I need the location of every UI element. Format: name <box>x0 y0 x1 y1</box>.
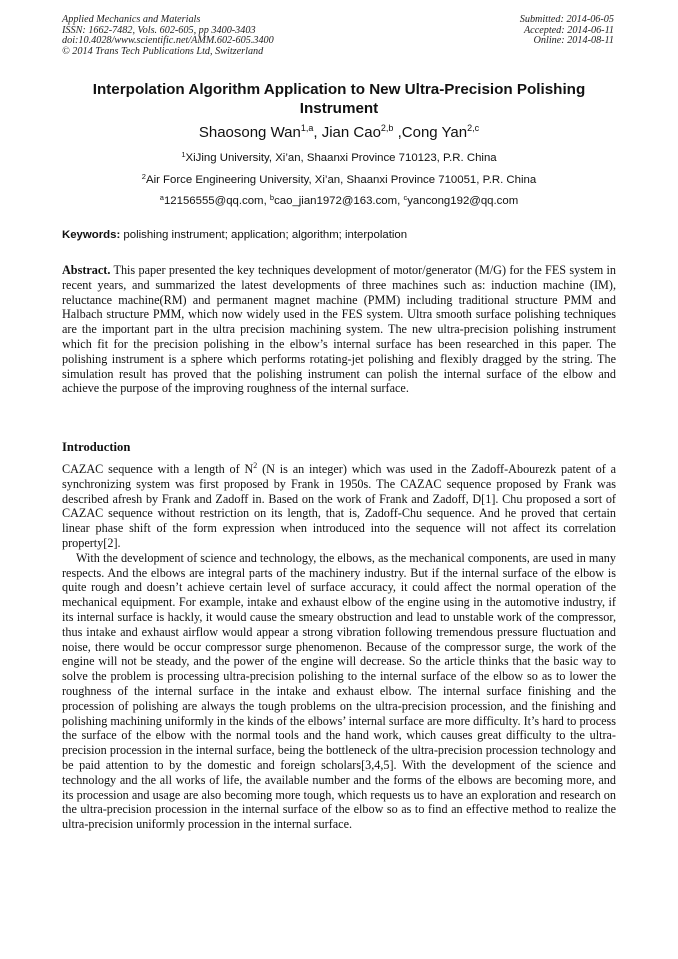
date-accepted: Accepted: 2014-06-11 <box>523 24 614 36</box>
journal-issn: ISSN: 1662-7482, Vols. 602-605, pp 3400-3403 <box>62 24 256 36</box>
email-sup: b <box>269 193 275 202</box>
email-address[interactable]: yancong192@qq.com <box>407 195 519 207</box>
author-sup: 2,c <box>467 123 480 133</box>
affiliation-sup: 1 <box>181 150 186 159</box>
author-name: Jian Cao <box>321 124 381 141</box>
journal-name: Applied Mechanics and Materials <box>62 14 201 25</box>
paper-title: Interpolation Algorithm Application to New Ultra-Precision Polishing Instrument <box>92 81 586 117</box>
superscript: 2 <box>253 461 258 470</box>
journal-doi[interactable]: doi:10.4028/www.scientific.net/AMM.602-605.3400 <box>62 35 274 47</box>
date-submitted: Submitted: 2014-06-05 <box>519 14 614 25</box>
introduction-body <box>62 462 616 832</box>
affiliation-text: XiJing University, Xi’an, Shaanxi Province 710123, P.R. China <box>185 152 497 164</box>
email-sup: c <box>403 193 408 202</box>
publication-dates <box>520 15 614 47</box>
affiliation <box>62 173 616 187</box>
abstract-text: This paper presented the key techniques development of motor/generator (M/G) for the FES system in recent years, and summarized the latest developments of three machines such as: induction machine (IM), reluctance machine(RM) and permanent magnet machine (PMM) including traditional structure PMM and Halbach structure PMM, which now widely used in the FES system. Ultra smooth surface polishing techniques are the important part in the ultra precision machining system. The new ultra-precision polishing instrument which fit for the precision polishing in the elbow’s internal surface has been researched in this paper. The polishing instrument is a sphere which performs rotating-jet polishing and flexibly dragged by the string. The simulation result has proved that the polishing instrument can polish the internal surface of the elbow and achieve the purpose of the improving roughness of the internal surface. <box>62 263 616 396</box>
paragraph: With the development of science and technology, the elbows, as the mechanical components, are used in many respects. And the elbows are integral parts of the machinery industry. But if the internal surface of the elbow is quite rough and doesn’t achieve certain level of surface accuracy, it could affect the normal operation of the mechanical equipment. For example, intake and exhaust elbow of the engine using in the automotive industry, if its internal surface is hackly, it would cause the smeary obstruction and lead to unstable work of the compressor, thus intake and exhaust airflow would appear a strong vibration following tremendous pressure fluctuation and noise, there would be occur compressor surge phenomenon. Because of the compressor surge, the work of the engine will not be steady, and the power of the engine will decrease. So the article thinks that the basic way to solve the problem is processing ultra-precision polishing to the internal surface of the elbow so as to lower the roughness of the internal surface in the intake and exhaust elbow. The internal surface finishing and the procession of polishing are always the tough problems on the ultra-precision procession, and the finishing and polishing machining uniformly in the kinds of the elbows’ internal surface are more difficulty. It’s hard to process the surface of the elbow with the normal tools and the hand work, which causes great difficulty to the ultra-precision procession in the internal surface, being the bottleneck of the ultra-precision procession technology and be paid attention to by the domestic and foreign scholars[3,4,5]. With the development of the science and technology and the all works of life, the available number and the forms of the elbows are becoming more, and its procession and usage are also becoming more tough, which requests us to have an exploration and research on the ultra-precision procession in the internal surface of the elbow so as to find an effective method to realize the ultra-precision uniformly procession in the internal surface. <box>62 550 616 832</box>
journal-copyright: © 2014 Trans Tech Publications Ltd, Switzerland <box>62 45 264 57</box>
paragraph <box>62 462 616 551</box>
keywords-text: polishing instrument; application; algorithm; interpolation <box>123 229 408 241</box>
email-address[interactable]: cao_jian1972@163.com <box>274 195 398 207</box>
abstract <box>62 263 616 396</box>
email-address[interactable]: 12156555@qq.com <box>163 195 264 207</box>
section-heading-introduction: Introduction <box>62 440 131 454</box>
email-sep: , <box>397 195 404 207</box>
keywords <box>62 228 616 242</box>
affiliation-sup: 2 <box>141 172 146 181</box>
author-sep: , <box>393 124 402 141</box>
paragraph-text: CAZAC sequence with a length of N <box>62 462 254 476</box>
paragraph-text: (N is an integer) which was used in the Zadoff-Abourezk patent of a synchronizing system was first proposed by Frank in 1950s. The CAZAC sequence proposed by Frank was described afresh by Frank and Zadoff in. Based on the work of Frank and Zadoff, D[1]. Chu proposed a sort of CAZAC sequence without restriction on its length, that is, Zadoff-Chu sequence. And he proved that certain linear phase shift of the form expression when introduced into the sequence will not affect its correlation property[2]. <box>62 462 616 550</box>
author-list <box>62 124 616 142</box>
email-list <box>62 194 616 208</box>
author-sup: 1,a <box>300 123 314 133</box>
author-name: Shaosong Wan <box>198 124 301 141</box>
author-sep: , <box>313 124 322 141</box>
affiliation-text: Air Force Engineering University, Xi’an, Shaanxi Province 710051, P.R. China <box>145 174 537 186</box>
affiliation <box>62 151 616 165</box>
journal-header <box>62 15 274 57</box>
date-online: Online: 2014-08-11 <box>533 35 614 47</box>
email-sep: , <box>263 195 270 207</box>
email-sup: a <box>159 193 164 202</box>
author-sup: 2,b <box>380 123 394 133</box>
keywords-label: Keywords: <box>62 229 121 241</box>
abstract-label: Abstract. <box>62 263 111 277</box>
author-name: Cong Yan <box>401 124 468 141</box>
